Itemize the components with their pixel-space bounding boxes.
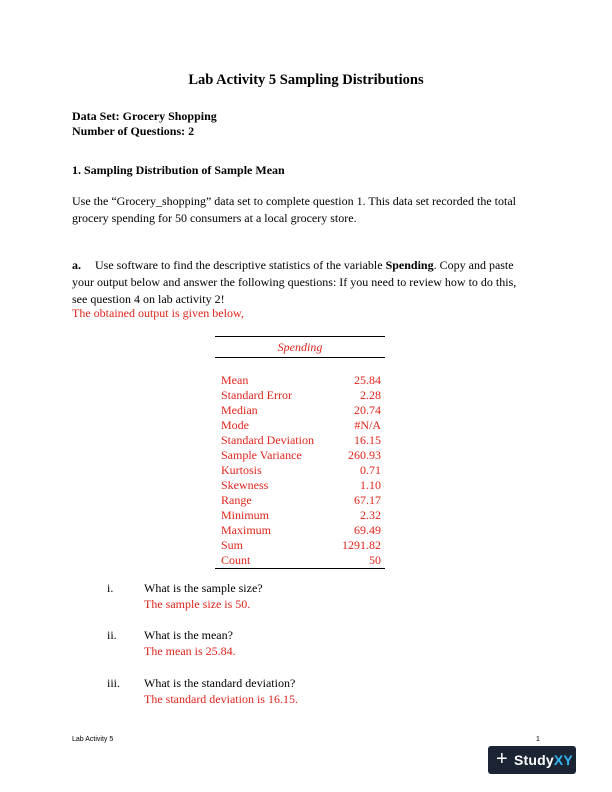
- stats-row-value: 16.15: [354, 433, 381, 447]
- stats-row-label: Kurtosis: [221, 463, 262, 477]
- stats-row: [215, 493, 385, 508]
- question-i-answer: The sample size is 50.: [144, 597, 251, 611]
- stats-table-header: Spending: [215, 337, 385, 358]
- part-a-marker: a.: [72, 258, 81, 272]
- stats-spacer-row: [215, 358, 385, 374]
- intro-line-1: Use the “Grocery_shopping” data set to complete question 1. This data set recorded the total: [72, 194, 516, 208]
- footer-label: Lab Activity 5: [72, 736, 114, 743]
- question-iii-number: iii.: [107, 676, 121, 690]
- part-a-line-2: your output below and answer the following questions: If you need to review how to do this,: [72, 275, 517, 289]
- stats-row: [215, 403, 385, 418]
- stats-row: [215, 433, 385, 448]
- stats-row: [215, 538, 385, 553]
- dataset-label: Data Set: Grocery Shopping: [72, 109, 217, 123]
- stats-row-label: Mode: [221, 418, 249, 432]
- stats-row-value: 20.74: [354, 403, 381, 417]
- stats-row-value: 2.32: [360, 508, 381, 522]
- question-ii-text: What is the mean?: [144, 628, 233, 642]
- logo-wordmark: [514, 752, 573, 768]
- stats-row-label: Range: [221, 493, 252, 507]
- question-i-number: i.: [107, 581, 114, 595]
- part-a-answer: The obtained output is given below,: [72, 306, 244, 320]
- stats-row: [215, 478, 385, 493]
- studyxy-logo: [488, 746, 576, 774]
- part-a-text-post: . Copy and paste: [433, 258, 514, 272]
- stats-row-label: Median: [221, 403, 258, 417]
- stats-table-body: [215, 358, 385, 569]
- stats-row-label: Minimum: [221, 508, 270, 522]
- question-ii-number: ii.: [107, 628, 117, 642]
- stats-row: [215, 508, 385, 523]
- stats-row-label: Maximum: [221, 523, 271, 537]
- logo-prefix: Study: [514, 752, 554, 768]
- descriptive-stats-table: [215, 336, 385, 569]
- stats-row: [215, 553, 385, 569]
- page-number: 1: [536, 736, 540, 743]
- stats-row: [215, 523, 385, 538]
- part-a-text-pre: Use software to find the descriptive statistics of the variable: [95, 258, 386, 272]
- question-count: Number of Questions: 2: [72, 124, 195, 138]
- stats-row: [215, 448, 385, 463]
- stats-row: [215, 373, 385, 388]
- part-a-line-3: see question 4 on lab activity 2!: [72, 292, 225, 306]
- stats-row: [215, 418, 385, 433]
- stats-row-label: Mean: [221, 373, 249, 387]
- stats-row-label: Skewness: [221, 478, 269, 492]
- plus-icon: +: [496, 748, 508, 770]
- question-i-text: What is the sample size?: [144, 581, 263, 595]
- stats-row-value: 260.93: [348, 448, 381, 462]
- question-iii-text: What is the standard deviation?: [144, 676, 296, 690]
- section-1-heading: 1. Sampling Distribution of Sample Mean: [72, 163, 285, 177]
- stats-row-label: Sample Variance: [221, 448, 302, 462]
- stats-row-value: 67.17: [354, 493, 381, 507]
- stats-row: [215, 388, 385, 403]
- stats-row-value: 50: [369, 553, 381, 567]
- stats-row-label: Sum: [221, 538, 244, 552]
- stats-row-label: Standard Error: [221, 388, 292, 402]
- stats-row-value: #N/A: [354, 418, 381, 432]
- stats-row-value: 1291.82: [342, 538, 381, 552]
- stats-row-value: 2.28: [360, 388, 381, 402]
- part-a-variable: Spending: [385, 258, 434, 272]
- page-title: Lab Activity 5 Sampling Distributions: [188, 72, 424, 88]
- stats-row: [215, 463, 385, 478]
- intro-line-2: grocery spending for 50 consumers at a local grocery store.: [72, 211, 357, 225]
- question-iii-answer: The standard deviation is 16.15.: [144, 692, 298, 706]
- question-ii-answer: The mean is 25.84.: [144, 644, 236, 658]
- stats-row-value: 1.10: [360, 478, 381, 492]
- stats-row-value: 25.84: [354, 373, 381, 387]
- stats-row-value: 69.49: [354, 523, 381, 537]
- stats-row-label: Standard Deviation: [221, 433, 314, 447]
- logo-suffix: XY: [553, 752, 573, 768]
- part-a-line-1: [72, 256, 514, 274]
- stats-row-value: 0.71: [360, 463, 381, 477]
- stats-row-label: Count: [221, 553, 251, 567]
